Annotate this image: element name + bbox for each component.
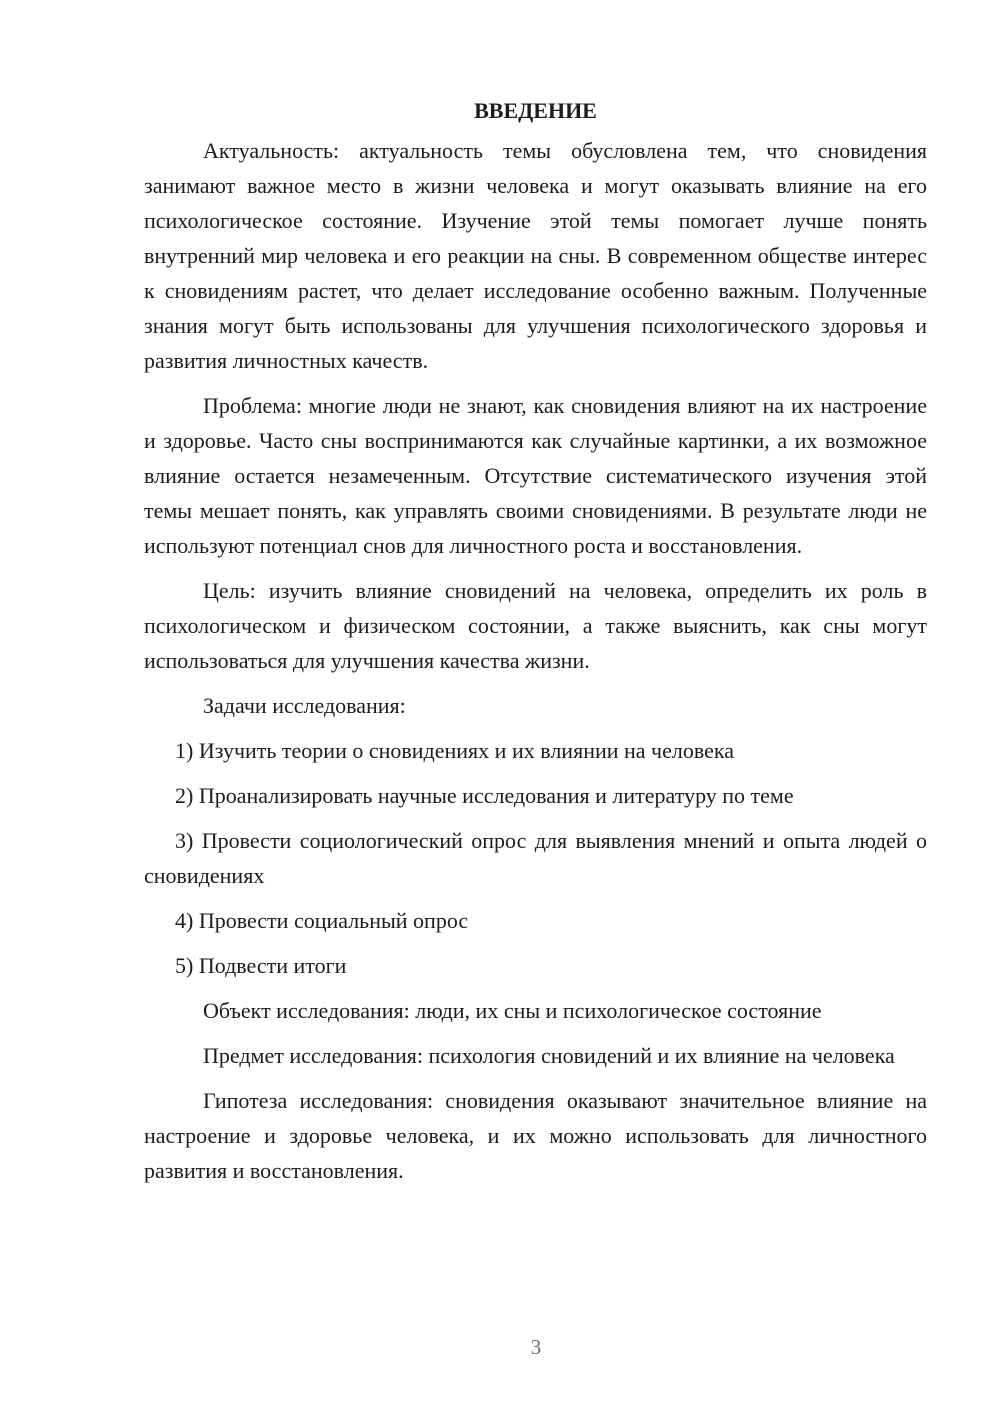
paragraph-object: Объект исследования: люди, их сны и психологическое состояние [203,998,822,1023]
task-item-3: 3) Провести социологический опрос для выявления мнений и опыта людей о сновидениях [144,828,927,888]
task-item-2: 2) Проанализировать научные исследования и литературу по теме [175,783,794,808]
paragraph-subject: Предмет исследования: психология сновидений и их влияние на человека [203,1043,895,1068]
page-body [144,93,927,1188]
paragraph-relevance: Актуальность: актуальность темы обусловлена тем, что сновидения занимают важное место в жизни человека и могут оказывать влияние на его психологическое состояние. Изучение этой темы помогает лучше понять внутренний мир человека и его реакции на сны. В современном обществе интерес к сновидениям растет, что делает исследование особенно важным. Полученные знания могут быть использованы для улучшения психологического здоровья и развития личностных качеств. [144,138,927,373]
page-number: 3 [530,1335,542,1359]
paragraph-problem: Проблема: многие люди не знают, как сновидения влияют на их настроение и здоровье. Часто сны воспринимаются как случайные картинки, а их возможное влияние остается незамеченным. Отсутствие систематического изучения этой темы мешает понять, как управлять своими сновидениями. В результате люди не используют потенциал снов для личностного роста и восстановления. [144,393,927,558]
paragraph-hypothesis: Гипотеза исследования: сновидения оказывают значительное влияние на настроение и здоровье человека, и их можно использовать для личностного развития и восстановления. [144,1088,927,1183]
paragraph-goal: Цель: изучить влияние сновидений на человека, определить их роль в психологическом и физическом состоянии, а также выяснить, как сны могут использоваться для улучшения качества жизни. [144,578,927,673]
task-item-4: 4) Провести социальный опрос [175,908,469,933]
task-item-5: 5) Подвести итоги [175,953,347,978]
task-item-1: 1) Изучить теории о сновидениях и их влиянии на человека [175,738,735,763]
tasks-heading: Задачи исследования: [203,693,406,718]
section-title: ВВЕДЕНИЕ [474,98,597,123]
